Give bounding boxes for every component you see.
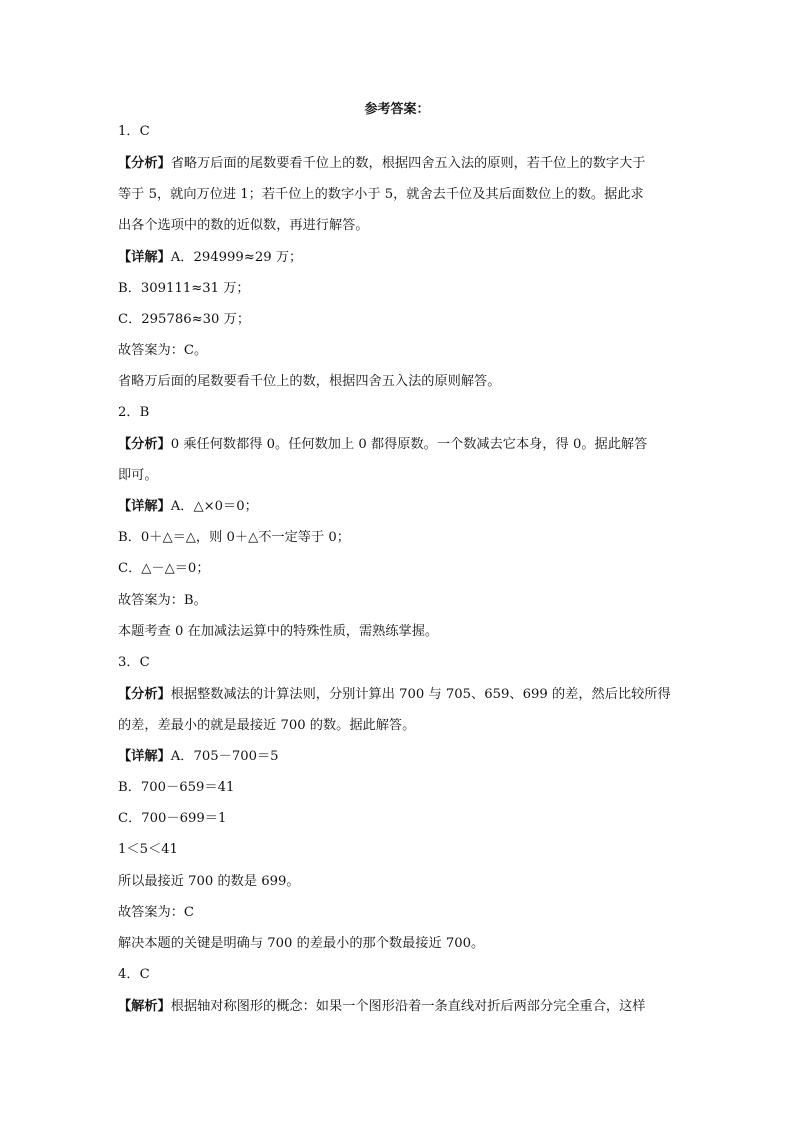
text-line <box>118 873 678 891</box>
line-text: A．705－700＝5 <box>170 749 279 764</box>
text-line <box>118 498 678 516</box>
text-line <box>118 280 678 298</box>
section-tag: 【详解】 <box>118 250 171 265</box>
text-line <box>118 717 678 735</box>
line-text: 所以最接近 700 的数是 699。 <box>118 874 300 889</box>
section-tag: 【详解】 <box>118 499 171 514</box>
line-text: 1＜5＜41 <box>118 842 178 857</box>
section-tag: 【解析】 <box>118 999 171 1014</box>
text-line <box>118 529 678 547</box>
line-text: 故答案为：C。 <box>118 343 208 358</box>
line-text: A．△×0＝0； <box>170 499 258 514</box>
section-tag: 【分析】 <box>118 687 171 702</box>
line-text: 出各个选项中的数的近似数，再进行解答。 <box>118 218 369 233</box>
line-text: C．△－△＝0； <box>118 561 210 576</box>
section-tag: 【分析】 <box>118 437 171 452</box>
text-line <box>118 249 678 267</box>
line-text: 根据整数减法的计算法则，分别计算出 700 与 705、659、699 的差，然后比较所得 <box>170 687 671 702</box>
section-tag: 【详解】 <box>118 749 171 764</box>
text-line <box>118 686 678 704</box>
line-text: 故答案为：C <box>118 905 195 920</box>
text-line <box>118 123 678 141</box>
line-text: B．309111≈31 万； <box>118 281 250 296</box>
line-text: 3．C <box>118 655 150 670</box>
text-line <box>118 841 678 859</box>
text-line <box>118 155 678 173</box>
text-line <box>118 966 678 984</box>
line-text: A．294999≈29 万； <box>170 250 303 265</box>
text-line <box>118 998 678 1016</box>
line-text: 等于 5，就向万位进 1；若千位上的数字小于 5，就舍去千位及其后面数位上的数。据此求 <box>118 187 644 202</box>
text-line <box>118 935 678 953</box>
line-text: C．295786≈30 万； <box>118 312 251 327</box>
text-line <box>118 217 678 235</box>
line-text: 本题考查 0 在加减法运算中的特殊性质，需熟练掌握。 <box>118 624 439 639</box>
text-line <box>118 904 678 922</box>
text-line <box>118 810 678 828</box>
text-line <box>118 467 678 485</box>
text-line <box>118 654 678 672</box>
text-line <box>118 373 678 391</box>
text-line <box>118 342 678 360</box>
line-text: 省略万后面的尾数要看千位上的数，根据四舍五入法的原则，若千位上的数字大于 <box>170 156 646 171</box>
text-line <box>118 592 678 610</box>
page-title: 参考答案： <box>364 102 430 117</box>
text-line <box>118 748 678 766</box>
line-text: 解决本题的关键是明确与 700 的差最小的那个数最接近 700。 <box>118 936 485 951</box>
line-text: 即可。 <box>118 468 158 483</box>
line-text: C．700－699＝1 <box>118 811 227 826</box>
section-tag: 【分析】 <box>118 156 171 171</box>
line-text: 2．B <box>118 405 150 420</box>
text-line <box>118 779 678 797</box>
line-text: B．0＋△＝△，则 0＋△不一定等于 0； <box>118 530 350 545</box>
line-text: 1．C <box>118 124 150 139</box>
line-text: 根据轴对称图形的概念：如果一个图形沿着一条直线对折后两部分完全重合，这样 <box>170 999 646 1014</box>
line-text: 的差，差最小的就是最接近 700 的数。据此解答。 <box>118 718 416 733</box>
line-text: 省略万后面的尾数要看千位上的数，根据四舍五入法的原则解答。 <box>118 374 501 389</box>
line-text: 4．C <box>118 967 150 982</box>
text-line <box>118 623 678 641</box>
text-line <box>118 404 678 422</box>
text-line <box>118 186 678 204</box>
text-line <box>118 311 678 329</box>
line-text: 0 乘任何数都得 0。任何数加上 0 都得原数。一个数减去它本身，得 0。据此解答 <box>170 437 648 452</box>
line-text: 故答案为：B。 <box>118 593 207 608</box>
text-line <box>118 560 678 578</box>
line-text: B．700－659＝41 <box>118 780 235 795</box>
text-line <box>118 436 678 454</box>
